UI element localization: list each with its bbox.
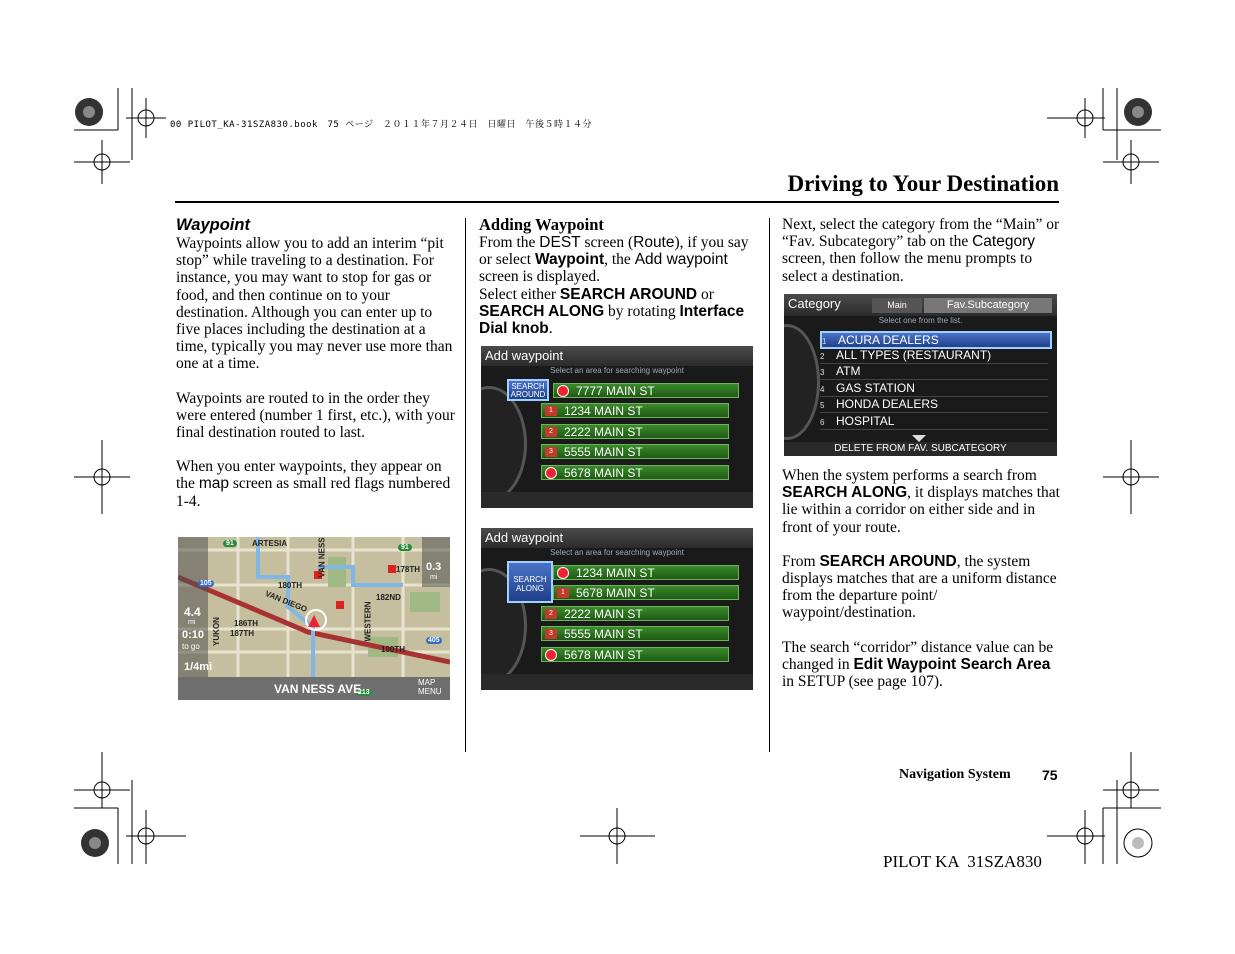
waypoint-row-2[interactable]: 1 5678 MAIN ST	[553, 585, 739, 600]
flag-icon: 2	[545, 427, 557, 437]
column-divider-1	[465, 218, 466, 752]
title-rule	[175, 201, 1059, 203]
waypoint-paragraph-2: Waypoints are routed to in the order they were entered (number 1 first, etc.), with your final destination routed to last.	[176, 389, 455, 442]
category-item-1[interactable]: 1 ACURA DEALERS	[820, 331, 1052, 349]
waypoint-row-4[interactable]: 3 5555 MAIN ST	[541, 626, 729, 641]
dial-graphic	[784, 324, 820, 440]
category-item-4[interactable]: 4 GAS STATION	[820, 381, 1048, 397]
category-item-5[interactable]: 5 HONDA DEALERS	[820, 397, 1048, 413]
waypoint-row-1[interactable]: 1234 MAIN ST	[553, 565, 739, 580]
page-title: Driving to Your Destination	[787, 171, 1059, 196]
map-label-artesia: ARTESIA	[252, 539, 288, 548]
category-item-2[interactable]: 2 ALL TYPES (RESTAURANT)	[820, 348, 1048, 364]
destination-icon	[557, 385, 569, 397]
waypoint-paragraph-1: Waypoints allow you to add an interim “pit stop” while traveling to a destination. For instance, you may want to stop for gas or food, and then continue on to your destination. Although you can enter up to five places including the destination at a time, typically you may never use more than one at a time.	[176, 235, 453, 373]
waypoint-row-3[interactable]: 2 2222 MAIN ST	[541, 606, 729, 621]
corridor-paragraph: The search “corridor” distance value can be changed in Edit Waypoint Search Area in SETUP (see page 107).	[782, 638, 1054, 691]
flag-icon: 1	[545, 406, 557, 416]
map-label-182nd: 182ND	[376, 593, 401, 602]
route-shield-405: 405	[428, 637, 440, 644]
waypoint-row-3[interactable]: 2 2222 MAIN ST	[541, 424, 729, 439]
route-shield-91b: 91	[398, 544, 412, 551]
map-distance: 4.4	[184, 605, 201, 619]
map-label-yukon: YUKON	[211, 617, 221, 646]
waypoint-row-5[interactable]: 5678 MAIN ST	[541, 647, 729, 662]
waypoint-heading: Waypoint	[176, 216, 250, 234]
add-waypoint-screen-along	[481, 528, 753, 690]
adding-waypoint-heading: Adding Waypoint	[479, 215, 604, 234]
column-2	[479, 215, 759, 337]
map-label-western: WESTERN	[363, 601, 373, 642]
page-number: 75	[1042, 767, 1058, 783]
scroll-down-icon[interactable]	[912, 435, 926, 442]
category-item-3[interactable]: 3 ATM	[820, 364, 1048, 380]
waypoint-row-2[interactable]: 1 1234 MAIN ST	[541, 403, 729, 418]
route-shield-105: 105	[200, 580, 212, 587]
screen-subtitle: Select one from the list.	[878, 316, 963, 325]
map-label-186th: 186TH	[234, 619, 259, 628]
search-around-button[interactable]: SEARCH AROUND	[507, 379, 549, 401]
map-label-178th: 178TH	[396, 565, 421, 574]
screen-title: Category	[788, 296, 841, 311]
destination-icon	[545, 467, 557, 479]
waypoint-row-1[interactable]: 7777 MAIN ST	[553, 383, 739, 398]
map-screen	[178, 537, 450, 700]
map-right-distance-unit: mi	[430, 574, 438, 581]
category-item-6[interactable]: 6 HOSPITAL	[820, 414, 1048, 430]
flag-icon: 3	[545, 629, 557, 639]
column-1	[176, 215, 458, 527]
screen-subtitle: Select an area for searching waypoint	[550, 366, 684, 375]
search-along-paragraph: When the system performs a search from SEARCH ALONG, it displays matches that lie within a corridor on either side and in front of your route.	[782, 467, 1060, 536]
waypoint-paragraph-3: When you enter waypoints, they appear on the map screen as small red flags numbered 1-4.	[176, 458, 451, 510]
route-shield-213: 213	[358, 689, 370, 696]
map-time-label: to go	[182, 642, 200, 651]
footer-code: PILOT KA 31SZA830	[883, 852, 1042, 871]
destination-icon	[557, 567, 569, 579]
map-menu-button[interactable]: MAP MENU	[418, 678, 442, 696]
destination-icon	[545, 649, 557, 661]
map-label-187th: 187TH	[230, 629, 255, 638]
map-distance-unit: mi	[188, 619, 196, 626]
tab-fav-subcategory[interactable]: Fav.Subcategory	[924, 298, 1052, 313]
map-label-180th: 180TH	[278, 581, 303, 590]
screen-title: Add waypoint	[481, 346, 753, 366]
waypoint-row-4[interactable]: 3 5555 MAIN ST	[541, 444, 729, 459]
crop-header: 00 PILOT_KA-31SZA830.book 75 ページ ２０１１年７月２４日 日曜日 午後５時１４分	[170, 120, 593, 130]
search-around-paragraph: From SEARCH AROUND, the system displays matches that are a uniform distance from the departure point/ waypoint/destination.	[782, 552, 1057, 622]
map-label-190th: 190TH	[381, 645, 406, 654]
column-3-top	[782, 216, 1062, 302]
map-current-street: VAN NESS AVE	[274, 682, 362, 696]
search-along-button[interactable]: SEARCH ALONG	[507, 561, 553, 603]
waypoint-row-5[interactable]: 5678 MAIN ST	[541, 465, 729, 480]
map-label-van-ness: VAN NESS	[317, 537, 327, 578]
map-label-van-diego: VAN DIEGO	[263, 589, 309, 614]
map-scale: 1/4mi	[184, 661, 213, 673]
column-3-bottom	[782, 467, 1062, 707]
screen-subtitle: Select an area for searching waypoint	[550, 548, 684, 557]
tab-main[interactable]: Main	[872, 298, 922, 313]
screen-title: Add waypoint	[481, 528, 753, 548]
flag-icon: 1	[557, 588, 569, 598]
delete-from-fav-button[interactable]: DELETE FROM FAV. SUBCATEGORY	[784, 442, 1057, 456]
map-time-to-go: 0:10	[182, 629, 205, 641]
column-divider-2	[769, 218, 770, 752]
adding-waypoint-text: From the DEST screen (Route), if you say or select Waypoint, the Add waypoint screen is displayed. Select either SEARCH AROUND or SEARCH ALONG by rotating Interface Dial knob.	[479, 234, 749, 338]
add-waypoint-screen-around	[481, 346, 753, 508]
dial-graphic	[481, 386, 527, 502]
map-right-distance: 0.3	[426, 561, 442, 573]
flag-icon: 2	[545, 609, 557, 619]
footer-section: Navigation System	[899, 767, 1011, 782]
route-shield-91: 91	[223, 540, 237, 547]
category-screen	[784, 294, 1057, 456]
category-paragraph: Next, select the category from the “Main” or “Fav. Subcategory” tab on the Category screen, then follow the menu prompts to select a destination.	[782, 216, 1060, 285]
flag-icon: 3	[545, 447, 557, 457]
